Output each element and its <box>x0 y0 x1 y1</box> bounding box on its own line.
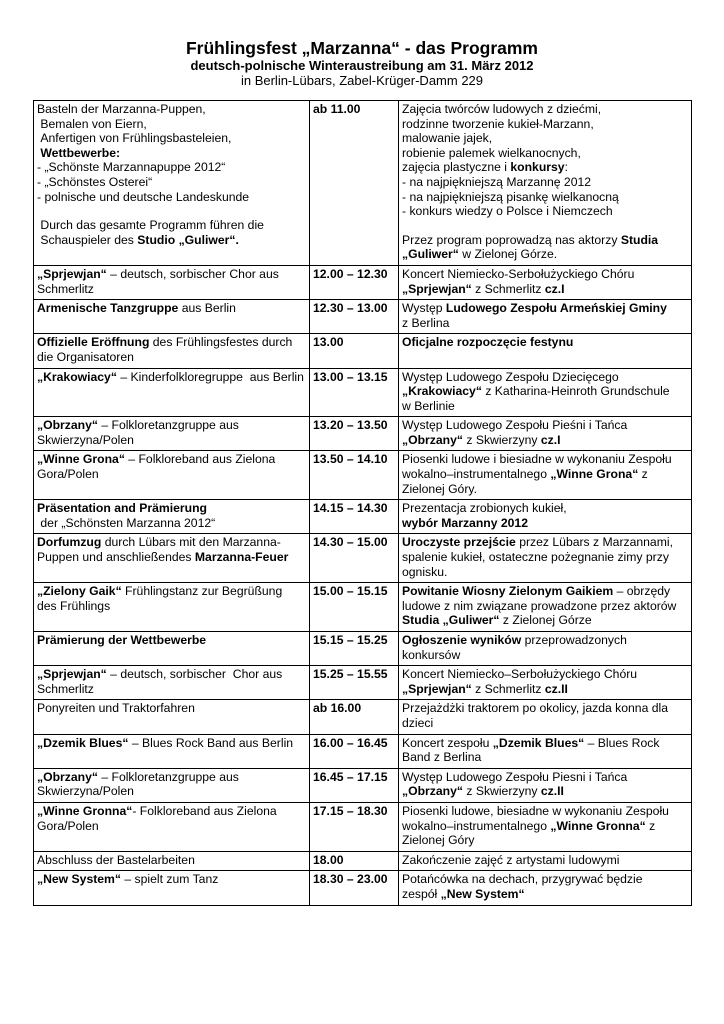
bold-text: „Winne Grona“ <box>550 467 639 482</box>
text: – deutsch, sorbischer Chor aus Schmerlitz <box>37 667 286 696</box>
text-line <box>37 452 305 481</box>
text: w Zielonej Górze. <box>458 247 558 262</box>
blank-line <box>402 219 687 233</box>
program-item-time: 15.00 – 15.15 <box>310 583 399 632</box>
program-item-polish <box>399 451 692 500</box>
text-line <box>402 770 687 785</box>
text-line <box>37 633 305 648</box>
event-location: in Berlin-Lübars, Zabel-Krüger-Damm 229 <box>240 73 484 88</box>
text: - Folkloreband aus Zielona Gora/Polen <box>37 803 281 833</box>
program-item-polish <box>399 101 692 266</box>
bold-text: „Winne Gronna“ <box>550 818 646 833</box>
text: z <box>645 818 656 833</box>
program-item-german <box>34 417 310 451</box>
text: – Kinderfolkloregruppe aus Berlin <box>116 369 304 384</box>
program-row <box>34 500 692 534</box>
text-line <box>402 117 687 132</box>
program-item-polish <box>399 768 692 802</box>
bold-text: „Dzemik Blues“ <box>492 735 585 750</box>
program-item-time: 13.00 – 13.15 <box>310 368 399 417</box>
text: - polnische und deutsche Landeskunde <box>37 189 250 204</box>
text: des Frühlingsfestes durch die Organisatoren <box>37 335 296 364</box>
program-item-time: 16.00 – 16.45 <box>310 734 399 768</box>
program-item-polish <box>399 534 692 583</box>
text: zespół <box>402 886 441 901</box>
program-row <box>34 632 692 666</box>
bold-text: cz.I <box>540 432 561 447</box>
bold-text: Ogłoszenie wyników <box>402 633 522 647</box>
text-line <box>402 433 687 448</box>
text-line <box>37 175 305 190</box>
program-item-time: 18.30 – 23.00 <box>310 871 399 905</box>
text: Potańcówka na dechach, przygrywać będzie <box>402 872 643 887</box>
text: Ponyreiten und Traktorfahren <box>37 701 195 716</box>
text-line <box>37 146 305 161</box>
text-line <box>402 102 687 117</box>
text: - na najpiękniejszą Marzannę 2012 <box>402 174 592 189</box>
text: Bemalen von Eiern, <box>37 116 147 131</box>
bold-text: Studia „Guliwer“ <box>402 613 500 628</box>
text-line <box>37 584 305 613</box>
bold-text: Dorfumzug <box>37 535 102 550</box>
bold-text: Wettbewerbe: <box>37 145 121 160</box>
text: Piosenki ludowe i biesiadne w wykonaniu Zespołu <box>402 452 672 467</box>
program-row <box>34 265 692 299</box>
text: Durch das gesamte Programm führen die <box>37 218 264 233</box>
text: rodzinne tworzenie kukieł-Marzann, <box>402 116 594 131</box>
bold-text: „Sprjewjan“ <box>37 266 107 281</box>
program-row <box>34 534 692 583</box>
program-item-polish <box>399 583 692 632</box>
text: Koncert zespołu <box>402 735 493 750</box>
text-line <box>402 482 687 497</box>
bold-text: „Obrzany“ <box>402 432 463 447</box>
program-item-time: ab 16.00 <box>310 700 399 734</box>
text: Występ <box>402 301 446 316</box>
program-row <box>34 802 692 851</box>
text: – Blues Rock Band z Berlina <box>402 735 663 765</box>
text-line <box>402 316 687 331</box>
text-line <box>402 667 687 682</box>
bold-text: „Zielony Gaik“ <box>37 584 122 599</box>
text-line <box>402 467 687 482</box>
text: Zielonej Góry <box>402 833 475 848</box>
text-line <box>402 204 687 219</box>
text-line <box>37 853 305 868</box>
program-row <box>34 334 692 368</box>
text: Zakończenie zajęć z artystami ludowymi <box>402 852 620 867</box>
text-line <box>402 819 687 834</box>
text-line <box>402 146 687 161</box>
program-item-german <box>34 666 310 700</box>
program-item-time: 12.30 – 13.00 <box>310 300 399 334</box>
text: Zielonej Góry. <box>402 481 477 496</box>
text-line <box>402 853 687 868</box>
program-item-german <box>34 700 310 734</box>
program-table <box>33 100 692 906</box>
program-item-german <box>34 101 310 266</box>
text-line <box>37 701 305 716</box>
bold-text: Powitanie Wiosny Zielonym Gaikiem <box>402 584 614 599</box>
text-line <box>402 784 687 799</box>
text-line <box>37 804 305 833</box>
bold-text: Oficjalne rozpoczęcie festynu <box>402 335 574 350</box>
text: der „Schönsten Marzanna 2012“ <box>37 515 216 530</box>
program-item-time: 17.15 – 18.30 <box>310 802 399 851</box>
program-item-polish <box>399 265 692 299</box>
text-line <box>402 535 687 579</box>
text: – Folkloreband aus Zielona Gora/Polen <box>37 452 279 482</box>
text-line <box>402 247 687 262</box>
text: przez Lübars z Marzannami, spalenie kukieł, ostateczne pożegnanie zimy przy ognisku. <box>402 535 677 579</box>
text: – Folkloretanzgruppe aus Skwierzyna/Polen <box>37 418 243 447</box>
program-row <box>34 451 692 500</box>
text-line <box>402 501 687 516</box>
text-line <box>402 131 687 146</box>
text-line <box>402 701 687 730</box>
program-row <box>34 768 692 802</box>
text-line <box>402 267 687 282</box>
text-line <box>402 633 687 662</box>
program-row <box>34 871 692 905</box>
text: - „Schönstes Osterei“ <box>37 174 153 189</box>
text: z Skwierzyny <box>462 432 541 447</box>
text: Koncert Niemiecko–Serbołużyckiego Chóru <box>402 667 638 682</box>
program-item-time: 16.45 – 17.15 <box>310 768 399 802</box>
text-line <box>37 516 305 531</box>
text: Zajęcia twórców ludowych z dziećmi, <box>402 102 602 116</box>
text: Przejażdżki traktorem po okolicy, jazda konna dla dzieci <box>402 701 672 730</box>
program-item-time: 18.00 <box>310 851 399 871</box>
text: – spielt zum Tanz <box>121 872 219 887</box>
text: z Berlina <box>402 315 450 330</box>
text: z Skwierzyny <box>462 784 541 799</box>
text: Abschluss der Bastelarbeiten <box>37 852 195 867</box>
program-row <box>34 368 692 417</box>
text-line <box>37 736 305 751</box>
bold-text: cz.I <box>544 281 565 296</box>
program-item-polish <box>399 300 692 334</box>
program-item-polish <box>399 851 692 871</box>
text: – Blues Rock Band aus Berlin <box>128 735 294 750</box>
blank-line <box>37 204 305 218</box>
bold-text: „Guliwer“ <box>402 247 459 262</box>
text: : <box>564 160 568 175</box>
document-title: Frühlingsfest „Marzanna“ - das Programm <box>185 38 538 58</box>
text: w Berlinie <box>402 398 455 413</box>
text-line <box>402 872 687 887</box>
program-row <box>34 700 692 734</box>
bold-text: Offizielle Eröffnung <box>37 335 150 350</box>
text: z Schmerlitz <box>471 281 545 296</box>
text-line <box>402 399 687 414</box>
bold-text: konkursy <box>510 160 565 175</box>
program-item-time: 12.00 – 12.30 <box>310 265 399 299</box>
text-line <box>37 117 305 132</box>
text: - „Schönste Marzannapuppe 2012“ <box>37 160 226 175</box>
text: Basteln der Marzanna-Puppen, <box>37 102 206 116</box>
text: przeprowadzonych konkursów <box>402 633 631 662</box>
program-item-german <box>34 368 310 417</box>
text: robienie palemek wielkanocnych, <box>402 145 581 160</box>
program-item-polish <box>399 700 692 734</box>
text: Koncert Niemiecko-Serbołużyckiego Chóru <box>402 266 635 281</box>
text-line <box>402 233 687 248</box>
text-line <box>37 131 305 146</box>
text: malowanie jajek, <box>402 131 493 146</box>
bold-text: Armenische Tanzgruppe <box>37 301 179 316</box>
bold-text: „Sprjewjan“ <box>37 667 107 682</box>
text: – Folkloretanzgruppe aus Skwierzyna/Polen <box>37 769 243 799</box>
text-line <box>37 160 305 175</box>
program-row <box>34 666 692 700</box>
text-line <box>402 682 687 697</box>
program-item-polish <box>399 368 692 417</box>
program-item-german <box>34 851 310 871</box>
program-item-polish <box>399 734 692 768</box>
bold-text: „New System“ <box>37 872 121 887</box>
text-line <box>37 501 305 516</box>
text: Występ Ludowego Zespołu Pieśni i Tańca <box>402 418 628 433</box>
bold-text: Prämierung der Wettbewerbe <box>37 633 207 647</box>
text: Przez program poprowadzą nas aktorzy <box>402 232 621 247</box>
program-row <box>34 734 692 768</box>
program-item-polish <box>399 802 692 851</box>
text-line <box>402 736 687 765</box>
text-line <box>402 887 687 902</box>
program-item-german <box>34 802 310 851</box>
text: – obrzędy ludowe z nim związane prowadzone przez aktorów <box>402 584 680 613</box>
program-row <box>34 300 692 334</box>
program-item-german <box>34 500 310 534</box>
program-item-german <box>34 632 310 666</box>
program-item-german <box>34 300 310 334</box>
text-line <box>402 384 687 399</box>
text-line <box>402 452 687 467</box>
bold-text: Präsentation and Prämierung <box>37 501 207 516</box>
text-line <box>37 190 305 205</box>
program-item-time: 13.00 <box>310 334 399 368</box>
program-item-german <box>34 451 310 500</box>
program-item-german <box>34 871 310 905</box>
program-item-german <box>34 334 310 368</box>
program-item-polish <box>399 417 692 451</box>
text-line <box>402 282 687 297</box>
bold-text: „Dzemik Blues“ <box>37 735 129 750</box>
text-line <box>402 584 687 628</box>
text-line <box>37 872 305 887</box>
document-header <box>0 38 724 88</box>
bold-text: cz.II <box>544 681 568 696</box>
program-item-time: 13.20 – 13.50 <box>310 417 399 451</box>
text-line <box>37 102 305 117</box>
bold-text: „Winne Gronna“ <box>37 803 133 818</box>
program-item-time: 14.30 – 15.00 <box>310 534 399 583</box>
text-line <box>37 335 305 364</box>
bold-text: „Sprjewjan“ <box>402 281 472 296</box>
text: Frühlingstanz zur Begrüßung des Frühlings <box>37 584 286 613</box>
text: Schauspieler des <box>37 232 138 247</box>
text: durch Lübars mit den Marzanna-Puppen und anschließendes <box>37 535 281 565</box>
program-row <box>34 583 692 632</box>
program-item-time: 15.15 – 15.25 <box>310 632 399 666</box>
text-line <box>402 833 687 848</box>
text: wokalno–instrumentalnego <box>402 818 551 833</box>
bold-text: Studia <box>620 232 659 247</box>
text: z Katharina-Heinroth Grundschule <box>481 384 670 399</box>
text-line <box>402 804 687 819</box>
program-table-body <box>34 101 692 906</box>
text: - na najpiękniejszą pisankę wielkanocną <box>402 189 619 204</box>
text-line <box>37 233 305 248</box>
bold-text: „Obrzany“ <box>37 769 98 784</box>
program-item-german <box>34 583 310 632</box>
text: zajęcia plastyczne i <box>402 160 511 175</box>
bold-text: „Winne Grona“ <box>37 452 125 467</box>
program-item-time: 15.25 – 15.55 <box>310 666 399 700</box>
program-item-time: 13.50 – 14.10 <box>310 451 399 500</box>
text: aus Berlin <box>178 301 236 316</box>
bold-text: „Krakowiacy“ <box>402 384 482 399</box>
text-line <box>402 190 687 205</box>
text-line <box>402 370 687 385</box>
program-item-polish <box>399 334 692 368</box>
program-row <box>34 417 692 451</box>
program-item-german <box>34 734 310 768</box>
bold-text: Marzanna-Feuer <box>194 550 289 565</box>
program-item-german <box>34 265 310 299</box>
program-item-german <box>34 534 310 583</box>
program-item-time: 14.15 – 14.30 <box>310 500 399 534</box>
bold-text: cz.II <box>540 784 564 799</box>
text-line <box>37 535 305 564</box>
program-row <box>34 101 692 266</box>
program-row <box>34 851 692 871</box>
text-line <box>402 418 687 433</box>
bold-text: „New System“ <box>440 886 525 901</box>
text: z Schmerlitz <box>471 681 545 696</box>
bold-text: Studio „Guliwer“. <box>137 232 239 247</box>
document-subtitle: deutsch-polnische Winteraustreibung am 31. März 2012 <box>190 58 534 73</box>
text: Prezentacja zrobionych kukieł, <box>402 501 567 516</box>
text-line <box>37 667 305 696</box>
bold-text: wybór Marzanny 2012 <box>402 515 528 530</box>
text-line <box>402 335 687 350</box>
text-line <box>402 301 687 316</box>
text-line <box>402 516 687 531</box>
program-item-polish <box>399 871 692 905</box>
program-item-time: ab 11.00 <box>310 101 399 266</box>
bold-text: Uroczyste przejście <box>402 535 516 550</box>
text-line <box>402 175 687 190</box>
text-line <box>37 218 305 233</box>
program-item-polish <box>399 500 692 534</box>
text-line <box>37 770 305 799</box>
bold-text: Ludowego Zespołu Armeńskiej Gminy <box>445 301 667 316</box>
text: – deutsch, sorbischer Chor aus Schmerlitz <box>37 266 283 296</box>
text: z Zielonej Górze <box>499 613 592 628</box>
program-item-polish <box>399 632 692 666</box>
bold-text: „Krakowiacy“ <box>37 369 117 384</box>
bold-text: „Sprjewjan“ <box>402 681 472 696</box>
text: wokalno–instrumentalnego <box>402 467 551 482</box>
text: Występ Ludowego Zespołu Piesni i Tańca <box>402 769 628 784</box>
text: Piosenki ludowe, biesiadne w wykonaniu Zespołu <box>402 803 669 818</box>
bold-text: „Obrzany“ <box>37 418 98 433</box>
program-item-german <box>34 768 310 802</box>
text: z <box>638 467 648 482</box>
text-line <box>37 267 305 296</box>
program-item-polish <box>399 666 692 700</box>
text: Występ Ludowego Zespołu Dziecięcego <box>402 369 619 384</box>
text-line <box>37 301 305 316</box>
text-line <box>37 418 305 447</box>
text-line <box>37 370 305 385</box>
bold-text: „Obrzany“ <box>402 784 463 799</box>
text: - konkurs wiedzy o Polsce i Niemczech <box>402 204 613 219</box>
text-line <box>402 160 687 175</box>
text: Anfertigen von Frühlingsbasteleien, <box>37 131 232 146</box>
